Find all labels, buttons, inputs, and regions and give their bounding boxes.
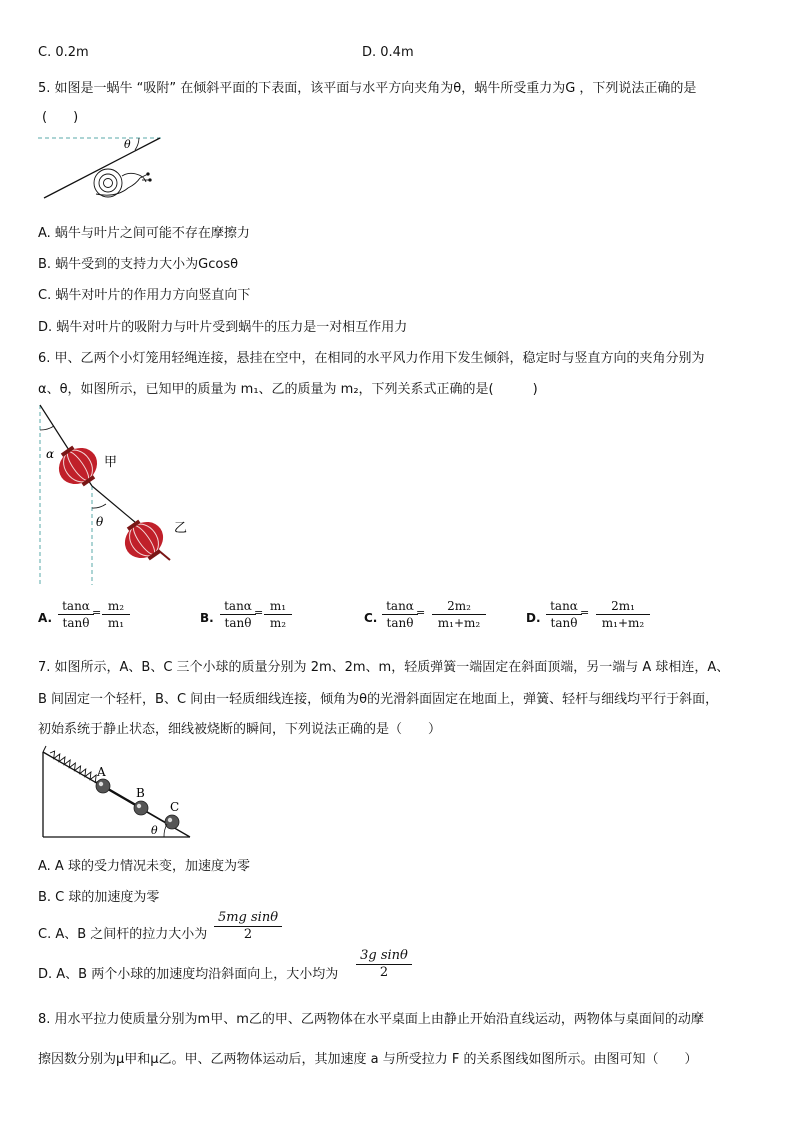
frac-num: 5mg sinθ — [214, 910, 282, 927]
q7-option-d-text: D. A、B 两个小球的加速度均沿斜面向上，大小均为 — [38, 967, 339, 982]
rhs-den: m₁+m₂ — [437, 616, 481, 630]
q5-figure-snail — [36, 128, 166, 208]
lhs-den: tanθ — [224, 616, 252, 630]
q7-option-b: B. C 球的加速度为零 — [38, 890, 160, 905]
q8-line2: 擦因数分别为μ甲和μ乙。甲、乙两物体运动后，其加速度 a 与所受拉力 F 的关系图线如图所示。由图可知（ ） — [38, 1052, 698, 1067]
q6-figure-lanterns — [34, 400, 194, 590]
q6-fig-jia: 甲 — [104, 455, 118, 470]
q5-option-a: A. 蜗牛与叶片之间可能不存在摩擦力 — [38, 226, 250, 241]
q6-option-a-rhs — [102, 598, 130, 631]
q7-option-c-fraction — [214, 910, 282, 943]
lhs-num: tanα — [58, 598, 94, 615]
equals-sign: = — [416, 606, 426, 619]
q5-fig-theta: θ — [124, 138, 131, 151]
rhs-num: 2m₁ — [596, 598, 650, 615]
option-d-prev: D. 0.4m — [362, 45, 414, 60]
q7-option-a: A. A 球的受力情况未变，加速度为零 — [38, 859, 250, 874]
q6-fig-alpha: α — [46, 447, 55, 461]
rhs-num: 2m₂ — [432, 598, 486, 615]
q6-fig-theta: θ — [96, 515, 104, 529]
lhs-den: tanθ — [62, 616, 90, 630]
ball-a-icon — [96, 779, 110, 793]
q7-figure-incline — [40, 744, 200, 844]
q7-option-c-text: C. A、B 之间杆的拉力大小为 — [38, 927, 208, 942]
rhs-den: m₂ — [269, 616, 287, 630]
q7-line1: 7. 如图所示，A、B、C 三个小球的质量分别为 2m、2m、m，轻质弹簧一端固定在斜面顶端，另一端与 A 球相连，A、 — [38, 660, 730, 675]
lhs-num: tanα — [382, 598, 418, 615]
q7-fig-a: A — [97, 765, 106, 779]
q5-option-d: D. 蜗牛对叶片的吸附力与叶片受到蜗牛的压力是一对相互作用力 — [38, 320, 408, 335]
q6-option-a-lhs — [58, 598, 94, 631]
option-c-prev: C. 0.2m — [38, 45, 89, 60]
q7-option-d-fraction — [356, 948, 412, 981]
q6-option-c-label: C. — [364, 611, 378, 625]
snail-icon — [94, 169, 151, 197]
incline-line — [44, 138, 160, 198]
spring — [49, 750, 102, 785]
q5-stem: 5. 如图是一蜗牛 “吸附” 在倾斜平面的下表面，该平面与水平方向夹角为θ，蜗牛所受重力为G ，下列说法正确的是 — [38, 81, 697, 96]
lhs-den: tanθ — [386, 616, 414, 630]
frac-den: 2 — [379, 965, 389, 980]
q6-option-c-rhs — [432, 598, 486, 631]
q6-option-b-label: B. — [200, 611, 214, 625]
rhs-den: m₁ — [107, 616, 125, 630]
lhs-num: tanα — [220, 598, 256, 615]
q6-option-c-lhs — [382, 598, 418, 631]
q7-fig-c: C — [170, 800, 180, 814]
q6-option-d-label: D. — [526, 611, 541, 625]
q6-option-d-rhs — [596, 598, 650, 631]
rhs-num: m₂ — [102, 598, 130, 615]
q6-option-b-rhs — [264, 598, 292, 631]
rhs-den: m₁+m₂ — [601, 616, 645, 630]
lantern-yi-icon — [116, 512, 172, 568]
frac-den: 2 — [243, 927, 253, 942]
q6-option-d-lhs — [546, 598, 582, 631]
equals-sign: = — [254, 606, 264, 619]
q5-option-c: C. 蜗牛对叶片的作用力方向竖直向下 — [38, 288, 251, 303]
q7-fig-theta: θ — [151, 824, 158, 837]
q5-paren: ( ) — [42, 110, 79, 125]
lhs-den: tanθ — [550, 616, 578, 630]
q7-line2: B 间固定一个轻杆，B、C 间由一轻质细线连接，倾角为θ的光滑斜面固定在地面上，弹簧、轻杆与细线均平行于斜面， — [38, 692, 719, 707]
q8-line1: 8. 用水平拉力使质量分别为m甲、m乙的甲、乙两物体在水平桌面上由静止开始沿直线运动，两物体与桌面间的动摩 — [38, 1012, 704, 1027]
lantern-jia-icon — [50, 438, 106, 494]
q5-option-b: B. 蜗牛受到的支持力大小为Gcosθ — [38, 257, 239, 272]
rhs-num: m₁ — [264, 598, 292, 615]
q7-fig-b: B — [136, 786, 145, 800]
ball-b-icon — [134, 801, 148, 815]
lhs-num: tanα — [546, 598, 582, 615]
q6-line1: 6. 甲、乙两个小灯笼用轻绳连接，悬挂在空中，在相同的水平风力作用下发生倾斜，稳定时与竖直方向的夹角分别为 — [38, 351, 705, 366]
q6-option-b-lhs — [220, 598, 256, 631]
equals-sign: = — [580, 606, 590, 619]
frac-num: 3g sinθ — [356, 948, 412, 965]
q6-line2: α、θ，如图所示，已知甲的质量为 m₁、乙的质量为 m₂，下列关系式正确的是( ) — [38, 382, 538, 397]
ball-c-icon — [165, 815, 179, 829]
equals-sign: = — [92, 606, 102, 619]
q6-option-a-label: A. — [38, 611, 53, 625]
q7-line3: 初始系统于静止状态，细线被烧断的瞬间，下列说法正确的是（ ） — [38, 722, 442, 737]
q6-fig-yi: 乙 — [174, 521, 188, 536]
